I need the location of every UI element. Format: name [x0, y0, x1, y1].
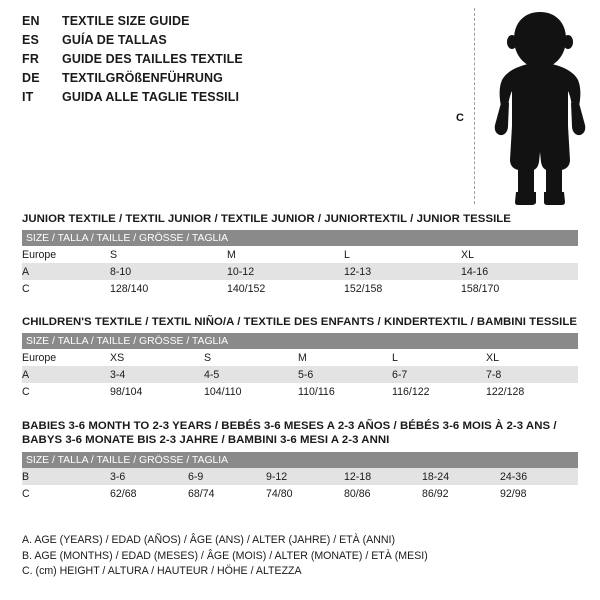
cell: 5-6 [298, 366, 392, 383]
cell: 4-5 [204, 366, 298, 383]
cell: 24-36 [500, 468, 578, 485]
cell: XS [110, 349, 204, 366]
table-header-row [22, 452, 578, 468]
cell: 7-8 [486, 366, 578, 383]
toddler-silhouette-icon [488, 10, 592, 206]
cell: 92/98 [500, 485, 578, 502]
row-label: B [22, 468, 110, 485]
cell: 68/74 [188, 485, 266, 502]
row-label: Europe [22, 349, 110, 366]
children-size-table [22, 333, 578, 400]
cell: 12-18 [344, 468, 422, 485]
cell: 98/104 [110, 383, 204, 400]
cell: 9-12 [266, 468, 344, 485]
language-title-de: TEXTILGRÖßENFÜHRUNG [62, 71, 223, 85]
language-code-de: DE [22, 71, 40, 85]
language-code-en: EN [22, 14, 40, 28]
table-row [22, 383, 578, 400]
cell: S [204, 349, 298, 366]
table-header-label: SIZE / TALLA / TAILLE / GRÖSSE / TAGLIA [22, 230, 578, 246]
cell: M [298, 349, 392, 366]
table-header-label: SIZE / TALLA / TAILLE / GRÖSSE / TAGLIA [22, 333, 578, 349]
table-row [22, 468, 578, 485]
cell: 10-12 [227, 263, 344, 280]
cell: 62/68 [110, 485, 188, 502]
table-header-row [22, 333, 578, 349]
cell: 12-13 [344, 263, 461, 280]
row-label: C [22, 383, 110, 400]
cell: 140/152 [227, 280, 344, 297]
babies-size-table [22, 452, 578, 502]
table-header-row [22, 230, 578, 246]
table-row [22, 349, 578, 366]
cell: 18-24 [422, 468, 500, 485]
section-title: BABIES 3-6 MONTH TO 2-3 YEARS / BEBÉS 3-6 MESES A 2-3 AÑOS / BÉBÉS 3-6 MOIS À 2-3 ANS / BABYS 3-6 MONATE BIS 2-3 JAHRE / BAMBINI 3-6 MESI A 2-3 ANNI [22, 420, 557, 446]
legend-line-b: B. AGE (MONTHS) / EDAD (MESES) / ÂGE (MOIS) / ALTER (MONATE) / ETÀ (MESI) [22, 549, 428, 562]
cell: 152/158 [344, 280, 461, 297]
legend [22, 533, 578, 580]
section-title: JUNIOR TEXTILE / TEXTIL JUNIOR / TEXTILE JUNIOR / JUNIORTEXTIL / JUNIOR TESSILE [22, 213, 511, 225]
legend-line-c: C. (cm) HEIGHT / ALTURA / HAUTEUR / HÖHE / ALTEZZA [22, 565, 302, 577]
table-row [22, 366, 578, 383]
language-title-it: GUIDA ALLE TAGLIE TESSILI [62, 90, 240, 104]
table-row [22, 280, 578, 297]
language-code-fr: FR [22, 52, 40, 66]
language-title-es: GUÍA DE TALLAS [62, 33, 167, 47]
cell: 3-4 [110, 366, 204, 383]
cell: XL [461, 246, 578, 263]
row-label: C [22, 485, 110, 502]
cell: 3-6 [110, 468, 188, 485]
section-title: CHILDREN'S TEXTILE / TEXTIL NIÑO/A / TEXTILE DES ENFANTS / KINDERTEXTIL / BAMBINI TESSILE [22, 316, 578, 328]
language-row [22, 90, 442, 109]
cell: 110/116 [298, 383, 392, 400]
junior-size-table [22, 230, 578, 297]
table-row [22, 485, 578, 502]
language-title-en: TEXTILE SIZE GUIDE [62, 14, 190, 28]
row-label: A [22, 263, 110, 280]
table-header-label: SIZE / TALLA / TAILLE / GRÖSSE / TAGLIA [22, 452, 578, 468]
height-measure-line [474, 8, 475, 204]
cell: 158/170 [461, 280, 578, 297]
table-row [22, 246, 578, 263]
cell: XL [486, 349, 578, 366]
language-row [22, 33, 442, 52]
language-row [22, 52, 442, 71]
cell: 104/110 [204, 383, 298, 400]
cell: 6-9 [188, 468, 266, 485]
cell: 80/86 [344, 485, 422, 502]
language-code-it: IT [22, 90, 34, 104]
cell: 74/80 [266, 485, 344, 502]
cell: 6-7 [392, 366, 486, 383]
language-code-es: ES [22, 33, 40, 47]
section-babies-textile [22, 419, 578, 502]
cell: L [344, 246, 461, 263]
language-row [22, 14, 442, 33]
height-figure [452, 8, 592, 208]
section-childrens-textile [22, 316, 578, 400]
cell: S [110, 246, 227, 263]
row-label: A [22, 366, 110, 383]
row-label: Europe [22, 246, 110, 263]
section-junior-textile [22, 213, 578, 297]
language-row [22, 71, 442, 90]
cell: 122/128 [486, 383, 578, 400]
language-header [22, 14, 442, 109]
row-label: C [22, 280, 110, 297]
cell: 86/92 [422, 485, 500, 502]
table-row [22, 263, 578, 280]
language-title-fr: GUIDE DES TAILLES TEXTILE [62, 52, 243, 66]
height-measure-label: C [456, 112, 464, 124]
cell: M [227, 246, 344, 263]
cell: 128/140 [110, 280, 227, 297]
legend-line-a: A. AGE (YEARS) / EDAD (AÑOS) / ÂGE (ANS) / ALTER (JAHRE) / ETÀ (ANNI) [22, 534, 395, 546]
cell: 8-10 [110, 263, 227, 280]
cell: 14-16 [461, 263, 578, 280]
cell: 116/122 [392, 383, 486, 400]
cell: L [392, 349, 486, 366]
